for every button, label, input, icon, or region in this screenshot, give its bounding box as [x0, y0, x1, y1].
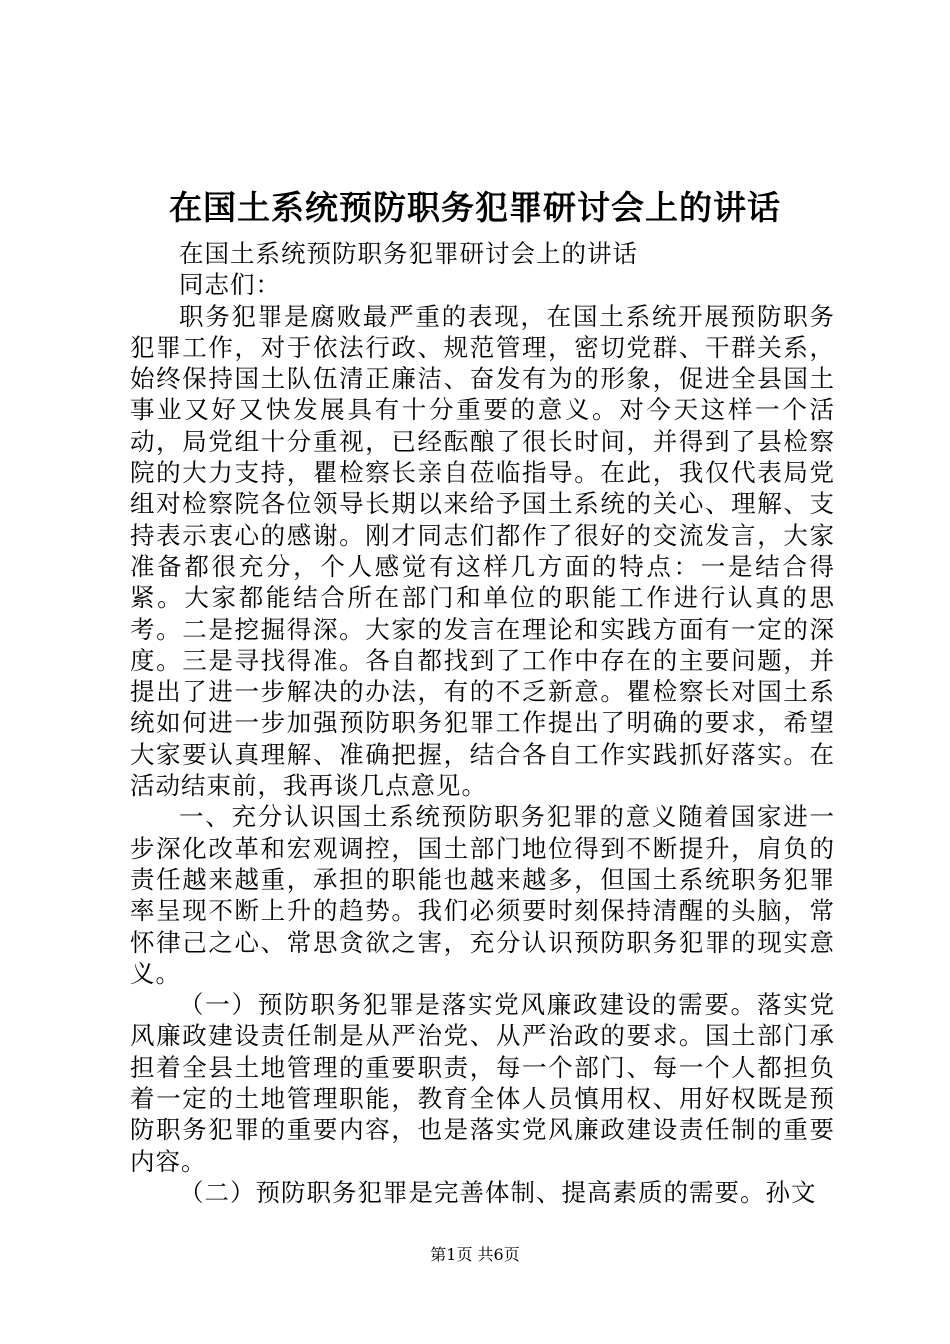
paragraph-point-2: （二）预防职务犯罪是完善体制、提高素质的需要。孙文	[179, 1177, 817, 1207]
paragraph-intro: 职务犯罪是腐败最严重的表现，在国土系统开展预防职务犯罪工作，对于依法行政、规范管理，密切党群、干群关系，始终保持国土队伍清正廉洁、奋发有为的形象，促进全县国土事业又好又快发展具有十分重要的意义。对今天这样一个活动，局党组十分重视，已经酝酿了很长时间，并得到了县检察院的大力支持，瞿检察长亲自莅临指导。在此，我仅代表局党组对检察院各位领导长期以来给予国土系统的关心、理解、支持表示衷心的感谢。刚才同志们都作了很好的交流发言，大家准备都很充分，个人感觉有这样几方面的特点：一是结合得紧。大家都能结合所在部门和单位的职能工作进行认真的思考。二是挖掘得深。大家的发言在理论和实践方面有一定的深度。三是寻找得准。各自都找到了工作中存在的主要问题，并提出了进一步解决的办法，有的不乏新意。瞿检察长对国土系统如何进一步加强预防职务犯罪工作提出了明确的要求，希望大家要认真理解、准确把握，结合各自工作实践抓好落实。在活动结束前，我再谈几点意见。	[130, 301, 835, 801]
paragraph-point-1: （一）预防职务犯罪是落实党风廉政建设的需要。落实党风廉政建设责任制是从严治党、从严治政的要求。国土部门承担着全县土地管理的重要职责，每一个部门、每一个人都担负着一定的土地管理职能，教育全体人员慎用权、用好权既是预防职务犯罪的重要内容，也是落实党风廉政建设责任制的重要内容。	[130, 990, 835, 1176]
page-footer: 第1页 共6页	[430, 1245, 520, 1264]
paragraph-salutation: 同志们：	[179, 270, 281, 300]
document-title: 在国土系统预防职务犯罪研讨会上的讲话	[169, 188, 781, 227]
paragraph-subtitle: 在国土系统预防职务犯罪研讨会上的讲话	[179, 239, 638, 268]
paragraph-section-1: 一、充分认识国土系统预防职务犯罪的意义随着国家进一步深化改革和宏观调控，国土部门地位得到不断提升，肩负的责任越来越重，承担的职能也越来越多，但国土系统职务犯罪率呈现不断上升的趋势。我们必须要时刻保持清醒的头脑，常怀律己之心、常思贪欲之害，充分认识预防职务犯罪的现实意义。	[130, 802, 835, 988]
document-body	[130, 238, 835, 1208]
